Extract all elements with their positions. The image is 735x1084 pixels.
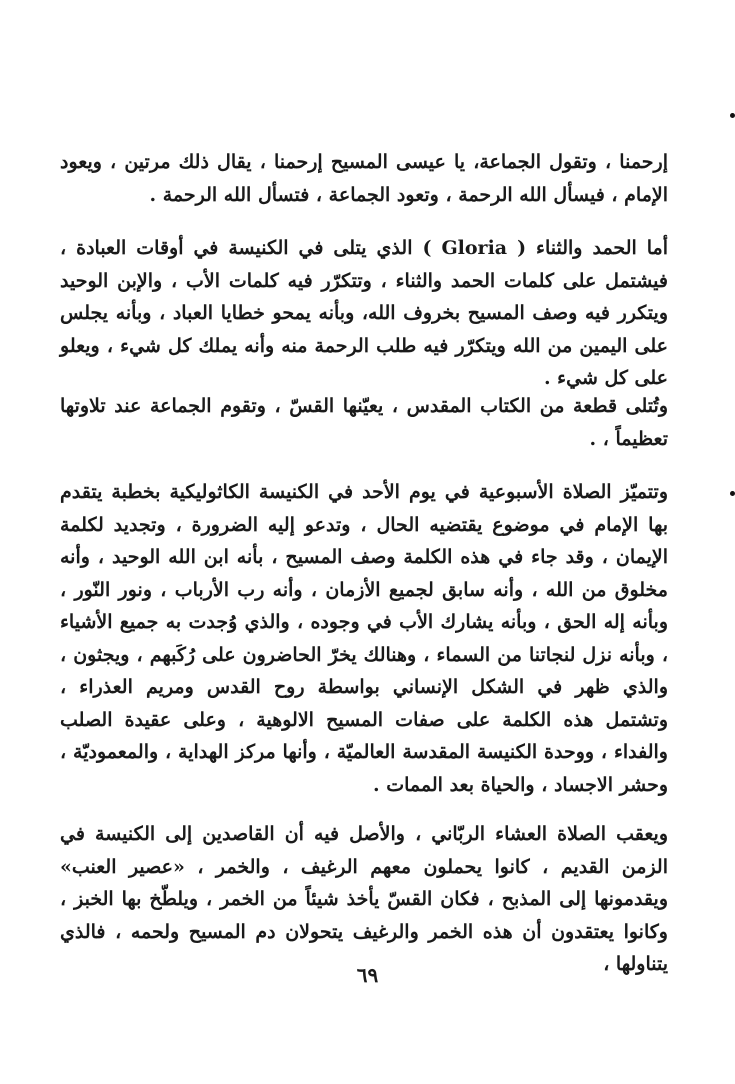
scan-edge-mark <box>730 113 735 118</box>
paragraph-lords-supper: ويعقب الصلاة العشاء الربّاني ، والأصل فيه أن القاصدين إلى الكنيسة في الزمن القديم ، كانوا يحملون معهم الرغيف ، والخمر ، «عصير العنب» ويقدمونها إلى المذبح ، فكان القسّ يأخذ شيئاً من الخمر ، ويلطّخ بها الخبز ، وكانوا يعتقدون أن هذه الخمر والرغيف يتحولان دم المسيح ولحمه ، فالذي يتناولها ، <box>60 823 668 975</box>
paragraph-gloria: أما الحمد والثناء ( Gloria ) الذي يتلى في الكنيسة في أوقات العبادة ، فيشتمل على كلمات الحمد والثناء ، وتتكرّر فيه كلمات الأب ، والإبن الوحيد ويتكرر فيه وصف المسيح بخروف الله، وبأنه يمحو خطايا العباد ، وبأنه يجلس على اليمين من الله ويتكرّر فيه طلب الرحمة منه وأنه يملك كل شيء ، ويعلو على كل شيء . <box>60 237 668 389</box>
paragraph-sunday-prayer: وتتميّز الصلاة الأسبوعية في يوم الأحد في الكنيسة الكاثوليكية بخطبة يتقدم بها الإمام في موضوع يقتضيه الحال ، وتدعو إليه الضرورة ، وتجديد لكلمة الإيمان ، وقد جاء في هذه الكلمة وصف المسيح ، بأنه ابن الله الوحيد ، وأنه مخلوق من الله ، وأنه سابق لجميع الأزمان ، وأنه رب الأرباب ، ونور النّور ، وبأنه إله الحق ، وبأنه يشارك الأب في وجوده ، والذي وُجدت به جميع الأشياء ، وبأنه نزل لنجاتنا من السماء ، وهنالك يخرّ الحاضرون على رُكَبهم ، ويجثون ، والذي ظهر في الشكل الإنساني بواسطة روح القدس ومريم العذراء ، وتشتمل هذه الكلمة على صفات المسيح الالوهية ، وعلى عقيدة الصلب والفداء ، ووحدة الكنيسة المقدسة العالميّة ، وأنها مركز الهداية ، والمعموديّة ، وحشر الاجساد ، والحياة بعد الممات . <box>60 481 668 796</box>
page-number: ٦٩ <box>356 963 379 987</box>
scan-edge-mark <box>730 491 735 496</box>
paragraph-mercy: إرحمنا ، وتقول الجماعة، يا عيسى المسيح إرحمنا ، يقال ذلك مرتين ، ويعود الإمام ، فيسأل الله الرحمة ، وتعود الجماعة ، فتسأل الله الرحمة . <box>60 151 668 206</box>
paragraph-scripture-reading: وتُتلى قطعة من الكتاب المقدس ، يعيّنها القسّ ، وتقوم الجماعة عند تلاوتها تعظيماً ، . <box>60 395 668 450</box>
